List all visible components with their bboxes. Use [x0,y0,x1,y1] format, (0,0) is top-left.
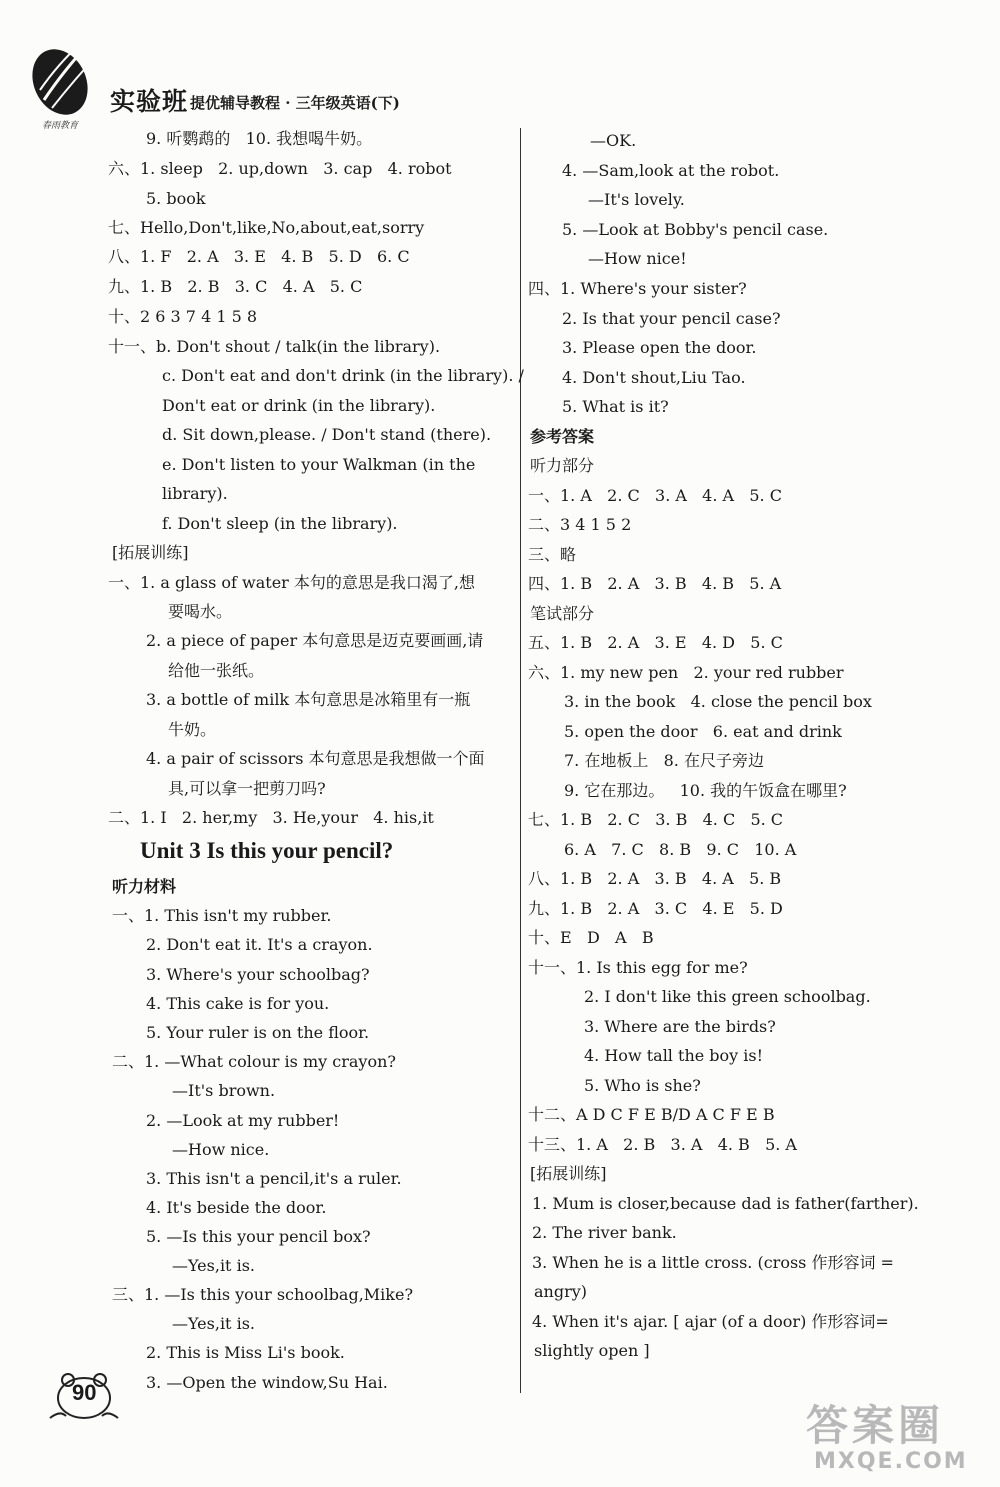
answer-line: 要喝水。 [168,602,233,621]
answer-line: 三、1. —Is this your schoolbag,Mike? [112,1285,414,1304]
answer-line: 八、1. B 2. A 3. B 4. A 5. B [528,869,782,888]
site-watermark [806,1393,986,1479]
section-heading: 听力部分 [530,456,595,475]
answer-line: 5. Who is she? [584,1076,701,1095]
answer-line: 一、1. A 2. C 3. A 4. A 5. C [528,486,782,505]
answer-line: 2. —Look at my rubber! [146,1111,340,1130]
answer-line: 十一、b. Don't shout / talk(in the library). [108,337,441,356]
right-column [520,128,1000,1418]
answer-line: 具,可以拿一把剪刀吗? [168,779,326,798]
answer-line: d. Sit down,please. / Don't stand (there). [162,425,492,444]
unit-title: Unit 3 Is this your pencil? [140,838,394,863]
answer-line: 9. 听鹦鹉的 10. 我想喝牛奶。 [146,129,373,148]
answer-line: 十二、A D C F E B/D A C F E B [528,1105,775,1124]
answer-line: 七、1. B 2. C 3. B 4. C 5. C [528,810,784,829]
answer-line: 4. Don't shout,Liu Tao. [562,368,746,387]
answer-line: 4. When it's ajar. [ ajar (of a door) 作形容词= [532,1312,889,1331]
book-subtitle: 提优辅导教程 · 三年级英语(下) [190,94,400,112]
answer-line: —How nice. [172,1140,270,1159]
answer-line: 1. Mum is closer,because dad is father(farther). [532,1194,919,1213]
page-number: 90 [72,1380,97,1405]
section-label: [拓展训练] [112,543,189,562]
answer-line: library). [162,484,228,503]
answer-line: 3. Please open the door. [562,338,757,357]
answer-line: —How nice! [588,249,687,268]
watermark-text: 答案圈 [806,1401,945,1450]
answer-line: 3. Where are the birds? [584,1017,776,1036]
section-label: [拓展训练] [530,1164,607,1183]
leaf-logo-icon [30,30,106,120]
answer-line: —OK. [590,131,637,150]
answer-line: 2. I don't like this green schoolbag. [584,987,871,1006]
answer-line: 5. book [146,189,206,208]
answer-line: 3. This isn't a pencil,it's a ruler. [146,1169,402,1188]
answer-line: angry) [534,1282,588,1301]
answer-line: —It's brown. [172,1081,276,1100]
answer-line: 3. in the book 4. close the pencil box [564,692,872,711]
answer-line: 八、1. F 2. A 3. E 4. B 5. D 6. C [108,247,410,266]
answer-line: 4. This cake is for you. [146,994,330,1013]
answer-line: 2. Is that your pencil case? [562,309,781,328]
section-heading: 笔试部分 [530,604,595,623]
answer-line: 2. The river bank. [532,1223,677,1242]
section-heading: 参考答案 [530,427,595,446]
answer-line: 5. open the door 6. eat and drink [564,722,842,741]
answer-line: 十三、1. A 2. B 3. A 4. B 5. A [528,1135,797,1154]
answer-line: 二、1. I 2. her,my 3. He,your 4. his,it [108,808,434,827]
answer-line: 5. —Look at Bobby's pencil case. [562,220,829,239]
answer-line: 4. It's beside the door. [146,1198,327,1217]
watermark-url: MXQE.COM [814,1449,968,1474]
answer-line: 9. 它在那边。 10. 我的午饭盒在哪里? [564,781,847,800]
answer-line: —Yes,it is. [172,1314,255,1333]
answer-line: 5. What is it? [562,397,669,416]
answer-line: 给他一张纸。 [168,661,265,680]
answer-line: 5. —Is this your pencil box? [146,1227,371,1246]
answer-line: 6. A 7. C 8. B 9. C 10. A [564,840,797,859]
answer-line: 二、1. —What colour is my crayon? [112,1052,396,1071]
answer-line: —Yes,it is. [172,1256,255,1275]
answer-line: 十、E D A B [528,928,654,947]
answer-line: f. Don't sleep (in the library). [162,514,398,533]
answer-line: 2. This is Miss Li's book. [146,1343,345,1362]
answer-line: 3. When he is a little cross. (cross 作形容词 = [532,1253,894,1272]
answer-line: 3. —Open the window,Su Hai. [146,1373,388,1392]
answer-line: slightly open ] [534,1341,650,1360]
answer-line: 十一、1. Is this egg for me? [528,958,748,977]
answer-line: 六、1. my new pen 2. your red rubber [528,663,844,682]
answer-line: 五、1. B 2. A 3. E 4. D 5. C [528,633,783,652]
brand-title: 实验班 [110,87,189,116]
answer-line: 九、1. B 2. B 3. C 4. A 5. C [108,277,363,296]
page-header [30,18,470,131]
answer-line: 一、1. This isn't my rubber. [112,906,332,925]
answer-line: 六、1. sleep 2. up,down 3. cap 4. robot [108,159,452,178]
logo-caption: 春雨教育 [42,121,79,131]
answer-line: 七、Hello,Don't,like,No,about,eat,sorry [108,218,425,237]
answer-line: e. Don't listen to your Walkman (in the [162,455,476,474]
answer-line: 三、略 [528,545,577,564]
answer-line: 九、1. B 2. A 3. C 4. E 5. D [528,899,783,918]
answer-line: 7. 在地板上 8. 在尺子旁边 [564,751,764,770]
answer-line: c. Don't eat and don't drink (in the library). / [162,366,524,385]
answer-line: 四、1. Where's your sister? [528,279,747,298]
answer-line: 3. a bottle of milk 本句意思是冰箱里有一瓶 [146,690,471,709]
answer-line: 5. Your ruler is on the floor. [146,1023,370,1042]
answer-line: 牛奶。 [168,720,217,739]
answer-line: —It's lovely. [588,190,685,209]
answer-line: 2. Don't eat it. It's a crayon. [146,935,373,954]
section-heading: 听力材料 [112,877,177,896]
answer-line: 4. How tall the boy is! [584,1046,764,1065]
answer-line: 二、3 4 1 5 2 [528,515,632,534]
page-number-badge [40,1370,130,1430]
answer-line: 4. a pair of scissors 本句意思是我想做一个面 [146,749,485,768]
answer-line: Don't eat or drink (in the library). [162,396,436,415]
answer-line: 一、1. a glass of water 本句的意思是我口渴了,想 [108,573,475,592]
answer-line: 3. Where's your schoolbag? [146,965,370,984]
answer-line: 十、2 6 3 7 4 1 5 8 [108,307,258,326]
left-column [0,128,524,1418]
answer-line: 4. —Sam,look at the robot. [562,161,780,180]
answer-line: 四、1. B 2. A 3. B 4. B 5. A [528,574,782,593]
answer-line: 2. a piece of paper 本句意思是迈克要画画,请 [146,631,484,650]
